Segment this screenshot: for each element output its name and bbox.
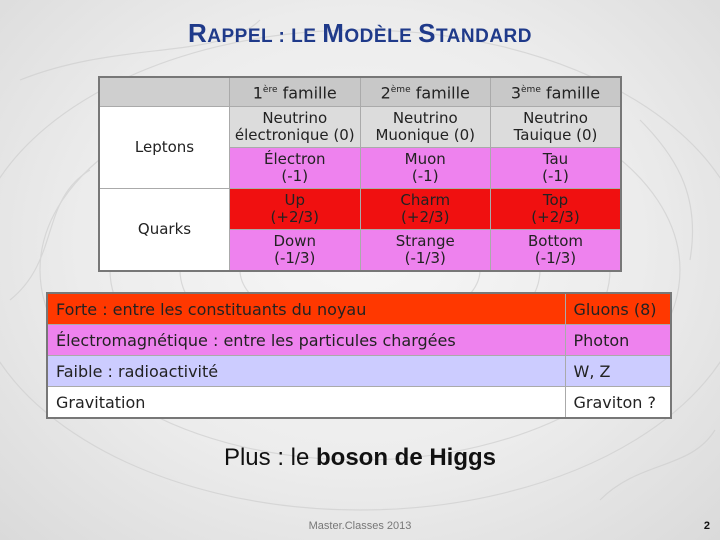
header-family-1: 1ère famille <box>230 77 361 107</box>
force-name: Forte : entre les constituants du noyau <box>47 293 565 325</box>
particle-cell: Down (-1/3) <box>230 230 361 272</box>
force-row <box>47 293 671 325</box>
force-name: Faible : radioactivité <box>47 356 565 387</box>
header-family-3: 3ème famille <box>491 77 622 107</box>
corner-cell <box>99 77 230 107</box>
force-boson: Graviton ? <box>565 387 671 419</box>
particle-cell: Électron (-1) <box>230 148 361 189</box>
force-boson: Gluons (8) <box>565 293 671 325</box>
particle-cell: Neutrino Tauique (0) <box>491 107 622 148</box>
particle-cell: Up (+2/3) <box>230 189 361 230</box>
force-name: Gravitation <box>47 387 565 419</box>
particle-cell: Charm (+2/3) <box>360 189 491 230</box>
particle-cell: Top (+2/3) <box>491 189 622 230</box>
higgs-note: Plus : le boson de Higgs <box>223 444 497 471</box>
force-name: Électromagnétique : entre les particules chargées <box>47 325 565 356</box>
particle-cell: Strange (-1/3) <box>360 230 491 272</box>
particle-cell: Muon (-1) <box>360 148 491 189</box>
forces-table <box>46 292 672 419</box>
force-boson: Photon <box>565 325 671 356</box>
particle-families-table <box>98 76 622 272</box>
neutrino-row <box>99 107 621 148</box>
force-row <box>47 356 671 387</box>
particle-cell: Tau (-1) <box>491 148 622 189</box>
families-header-row <box>99 77 621 107</box>
particle-cell: Bottom (-1/3) <box>491 230 622 272</box>
leptons-label: Leptons <box>99 107 230 189</box>
slide-title: RAPPEL : LE MODÈLE STANDARD <box>187 18 532 48</box>
page-number: 2 <box>703 520 710 532</box>
particle-cell: Neutrino Muonique (0) <box>360 107 491 148</box>
up-quark-row <box>99 189 621 230</box>
force-row <box>47 387 671 419</box>
force-boson: W, Z <box>565 356 671 387</box>
header-family-2: 2ème famille <box>360 77 491 107</box>
quarks-label: Quarks <box>99 189 230 272</box>
particle-cell: Neutrino électronique (0) <box>230 107 361 148</box>
footer-text: Master.Classes 2013 <box>308 520 412 532</box>
force-row <box>47 325 671 356</box>
